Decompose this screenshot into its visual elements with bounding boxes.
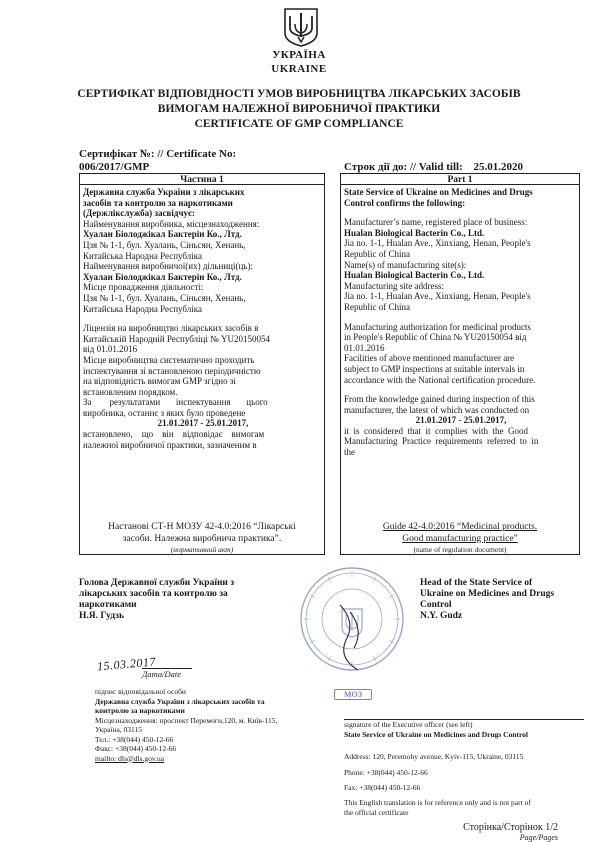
ua-line: Китайська Народна Республіка — [83, 303, 203, 314]
footer-ua-line: контролю за наркотиками — [95, 706, 185, 715]
en-line: Manufacturing authorization for medicinal products — [344, 321, 531, 332]
valid-till — [344, 161, 523, 173]
ua-manufacturer-name: Хуалан Біолоджікал Бактерін Ко., Лтд. — [83, 229, 242, 240]
country-name-en: UKRAINE — [271, 63, 327, 75]
en-line: Facilities of above mentioned manufacturer are — [344, 353, 515, 364]
en-line: Name(s) of manufacturing site(s): — [344, 259, 467, 270]
en-line: Jia no. 1-1, Hualan Ave., Xinxiang, Henan, People's — [344, 291, 531, 302]
footer-en-line: Address: 120, Peremohy avenue, Kyiv-115, Ukraine, 03115 — [344, 752, 524, 761]
ua-line: інспектування зі встановленою періодичністю — [83, 365, 261, 376]
ua-line: Цзя № 1-1, бул. Хуалань, Сіньсян, Хенань, — [83, 292, 246, 303]
ua-regulation-line1: Настанові СТ-Н МОЗУ 42-4.0:2016 “Лікарські — [108, 522, 296, 532]
footer-en-line: signature of the Executive officer (see left) — [344, 719, 584, 730]
en-line: the — [344, 447, 355, 458]
part-en-header: Part 1 — [340, 173, 580, 185]
ua-line: Державна служба України з лікарських — [83, 187, 245, 197]
footer-ua-line: Державна служба України з лікарських засобів та — [95, 696, 265, 706]
en-site-name: Hualan Biological Bacterin Co., Ltd. — [344, 270, 485, 281]
en-regulation-line2: Good manufacturing practice” — [402, 533, 518, 544]
en-inspection-dates: 21.01.2017 - 25.01.2017, — [415, 415, 507, 426]
signatory-ua-line: Голова Державної служби України з — [79, 578, 235, 588]
en-regulation-caption: (name of regulation document) — [413, 545, 507, 554]
ua-regulation — [79, 522, 325, 554]
valid-till-date: 25.01.2020 — [473, 161, 523, 173]
page-number-en: Page/Pages — [519, 833, 558, 842]
ua-line: Найменування виробничої(их) дільниці(ць): — [83, 261, 253, 272]
signatory-ua-line: наркотиками — [79, 600, 137, 610]
title-line-1: СЕРТИФІКАТ ВІДПОВІДНОСТІ УМОВ ВИРОБНИЦТВА ЛІКАРСЬКИХ ЗАСОБІВ — [77, 88, 521, 100]
en-line: subject to GMP inspections at suitable intervals in — [344, 363, 525, 374]
ua-line: виробника, останнє з яких було проведене — [83, 407, 246, 418]
footer-en-line: Fax: +38(044) 450-12-66 — [344, 783, 421, 792]
signatory-ua-name: Н.Я. Гудзь — [79, 611, 124, 621]
ua-line: Китайській Народній Республіці № YU20150054 — [83, 333, 270, 344]
ua-regulation-caption: (нормативний акт) — [170, 545, 234, 554]
ua-line: Найменування виробника, місцезнаходження: — [83, 218, 260, 229]
footer-ua-line: Факс: +38(044) 450-12-66 — [95, 744, 177, 753]
en-line: State Service of Ukraine on Medicines and Drugs — [344, 187, 533, 197]
footer-en-line: State Service of Ukraine on Medicines and Drugs Control — [344, 729, 529, 739]
en-line: manufacturer, the latest of which was conducted on — [344, 404, 530, 415]
footer-ua — [95, 687, 315, 763]
date-label: Дата/Date — [142, 668, 192, 679]
stamp-center-text: МОЗ — [334, 689, 372, 700]
footer-en-note — [344, 798, 584, 817]
handwritten-date: 15.03.2017 — [96, 654, 157, 674]
en-line: Manufacturer’s name, registered place of business: — [344, 217, 528, 228]
part-en-text — [344, 187, 578, 458]
ua-inspection-dates: 21.01.2017 - 25.01.2017, — [157, 418, 249, 429]
en-manufacturer-name: Hualan Biological Bacterin Co., Ltd. — [344, 227, 485, 238]
title-line-2: ВИМОГАМ НАЛЕЖНОЇ ВИРОБНИЧОЇ ПРАКТИКИ — [157, 103, 441, 115]
footer-en-line: Phone: +38(044) 450-12-66 — [344, 767, 428, 777]
footer-ua-line: Тел.: +38(044) 450-12-66 — [95, 734, 174, 744]
footer-en-line: the official certificate — [344, 807, 409, 817]
en-line: Control confirms the following: — [344, 197, 466, 208]
valid-till-label: Строк дії до: // Valid till: — [344, 161, 463, 173]
ua-line: Місце провадження діяльності: — [83, 282, 204, 293]
ua-line: від 01.01.2016 — [83, 344, 138, 355]
en-line: it is considered that it complies with the Good — [344, 425, 528, 436]
en-line: From the knowledge gained during inspection of this — [344, 394, 535, 405]
signatory-en-line: Ukraine on Medicines and Drugs — [420, 589, 555, 599]
certificate-number: 006/2017/GMP — [79, 161, 150, 173]
ua-line: Місце виробництва систематично проходить — [83, 354, 255, 365]
footer-ua-line: Місцезнаходження: проспект Перемоги,120, м. Київ-115, — [95, 715, 278, 725]
ua-line: Китайська Народна Республіка — [83, 250, 203, 261]
certificate-label: Сертифікат №: // Certificate No: — [79, 148, 237, 160]
coat-of-arms-icon — [282, 6, 320, 48]
en-regulation-line1: Guide 42-4.0:2016 “Medicinal products. — [382, 522, 538, 532]
ua-line: Ліцензія на виробництво лікарських засобів в — [83, 323, 259, 334]
footer-en — [344, 719, 584, 739]
ua-line: засобів та контролю за наркотиками — [83, 197, 233, 208]
country-name-ua: УКРАЇНА — [272, 49, 326, 61]
ua-line: встановленим порядком. — [83, 386, 178, 397]
signatory-ua-line: лікарських засобів та контролю за — [79, 589, 228, 599]
en-regulation — [340, 522, 580, 554]
ua-line: належної виробничої практики, зазначеним в — [83, 439, 257, 450]
signatory-en-line: Head of the State Service of — [420, 578, 533, 588]
signatory-ua — [79, 578, 234, 622]
part-ua-text — [83, 187, 323, 450]
en-line: accordance with the National certification procedure. — [344, 374, 536, 385]
ua-line: на відповідність вимогам GMP згідно зі — [83, 376, 236, 387]
ua-regulation-line2: засоби. Належна виробнича практика”. — [122, 533, 282, 544]
ua-line: Цзя № 1-1, бул. Хуалань, Сіньсян, Хенань, — [83, 239, 246, 250]
footer-en-contacts — [344, 749, 584, 796]
signature-mark-icon — [328, 600, 382, 678]
en-line: in People's Republic of China № YU20150054 від — [344, 332, 527, 343]
en-line: Republic of China — [344, 301, 410, 312]
ua-line: встановлено, що він відповідає вимогам — [83, 429, 265, 440]
ua-line: За результатами інспектування цього — [83, 397, 268, 408]
title-line-3: CERTIFICATE OF GMP COMPLIANCE — [194, 118, 404, 130]
en-line: Republic of China — [344, 248, 410, 259]
ua-site-name: Хуалан Біолоджікал Бактерін Ко., Лтд. — [83, 271, 242, 282]
part-ua-header: Частина 1 — [79, 173, 325, 185]
page-number-ua: Сторінка/Сторінок 1/2 — [463, 822, 558, 833]
en-line: 01.01.2016 — [344, 342, 385, 353]
en-line: Manufacturing site address: — [344, 280, 444, 291]
footer-en-line: This English translation is for reference only and is not part of — [344, 798, 531, 807]
en-line: Jia no. 1-1, Hualan Ave., Xinxiang, Henan, People's — [344, 238, 531, 249]
ua-line: (Держлікслужба) засвідчує: — [83, 208, 195, 219]
footer-email-link[interactable]: mailto: dls@dls.gov.ua — [95, 753, 165, 763]
page-number — [440, 823, 558, 842]
footer-ua-line: Україна, 03115 — [95, 725, 143, 734]
signatory-en — [420, 578, 554, 622]
signatory-en-line: Control — [420, 600, 452, 610]
signatory-en-name: N.Y. Gudz — [420, 611, 463, 621]
en-line: Manufacturing Practice requirements referred to in — [344, 436, 539, 447]
footer-ua-line: підпис відповідальної особи — [95, 687, 186, 696]
